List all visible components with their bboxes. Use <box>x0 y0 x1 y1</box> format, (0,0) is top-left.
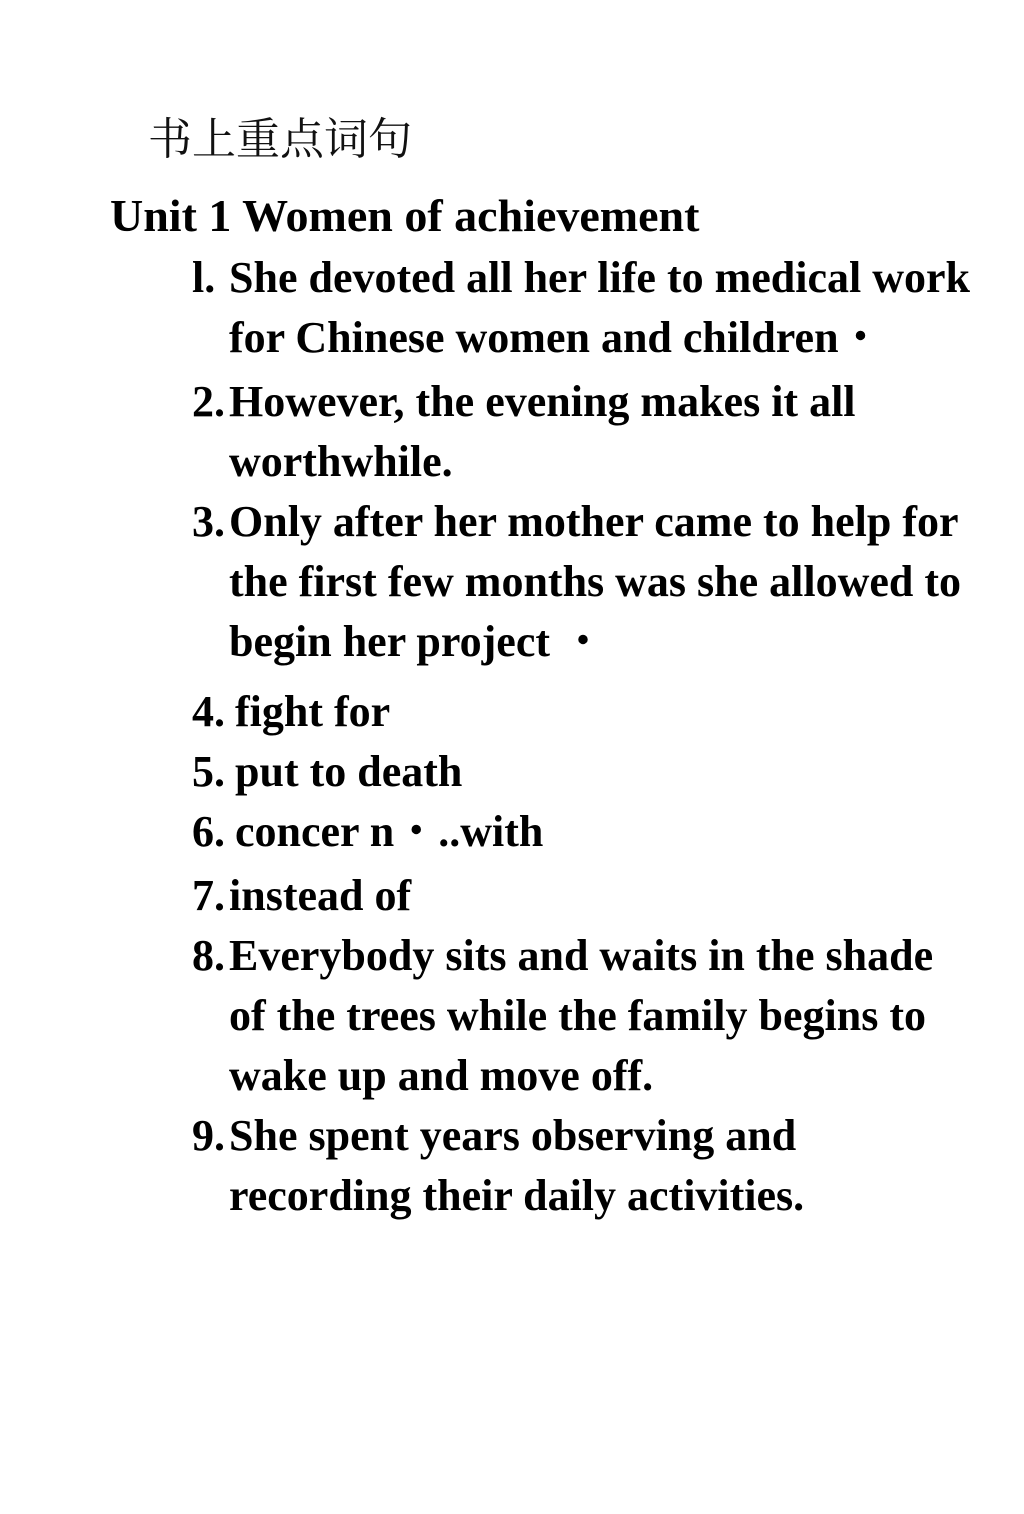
list-item <box>192 248 972 368</box>
list-item <box>192 926 972 1106</box>
item-number: l. <box>192 253 216 302</box>
list-item <box>192 866 972 926</box>
item-text: instead of <box>229 871 412 920</box>
item-number: 6. <box>192 807 225 856</box>
section-heading: 书上重点词句 <box>148 114 412 165</box>
item-text: fight for <box>235 687 391 736</box>
list-item <box>192 372 972 492</box>
item-number: 8. <box>192 931 225 980</box>
key-sentence-list <box>192 248 972 1226</box>
list-item <box>192 742 972 802</box>
item-text: She spent years observing and recording their daily activities. <box>229 1111 805 1220</box>
item-number: 9. <box>192 1111 225 1160</box>
item-text: concer n・..with <box>235 807 544 856</box>
item-number: 2. <box>192 377 225 426</box>
item-number: 5. <box>192 747 225 796</box>
item-number: 4. <box>192 687 225 736</box>
item-number: 3. <box>192 497 225 546</box>
item-text: put to death <box>235 747 463 796</box>
unit-title: Unit 1 Women of achievement <box>110 190 700 241</box>
list-item <box>192 682 972 742</box>
list-item <box>192 1106 972 1226</box>
item-text: However, the evening makes it all worthwhile. <box>229 377 856 486</box>
list-item <box>192 492 972 672</box>
list-item <box>192 802 972 862</box>
item-text: Only after her mother came to help for the first few months was she allowed to begin her project ・ <box>229 497 962 666</box>
item-text: She devoted all her life to medical work for Chinese women and children・ <box>229 253 970 362</box>
item-number: 7. <box>192 871 225 920</box>
item-text: Everybody sits and waits in the shade of the trees while the family begins to wake up and move off. <box>229 931 934 1100</box>
